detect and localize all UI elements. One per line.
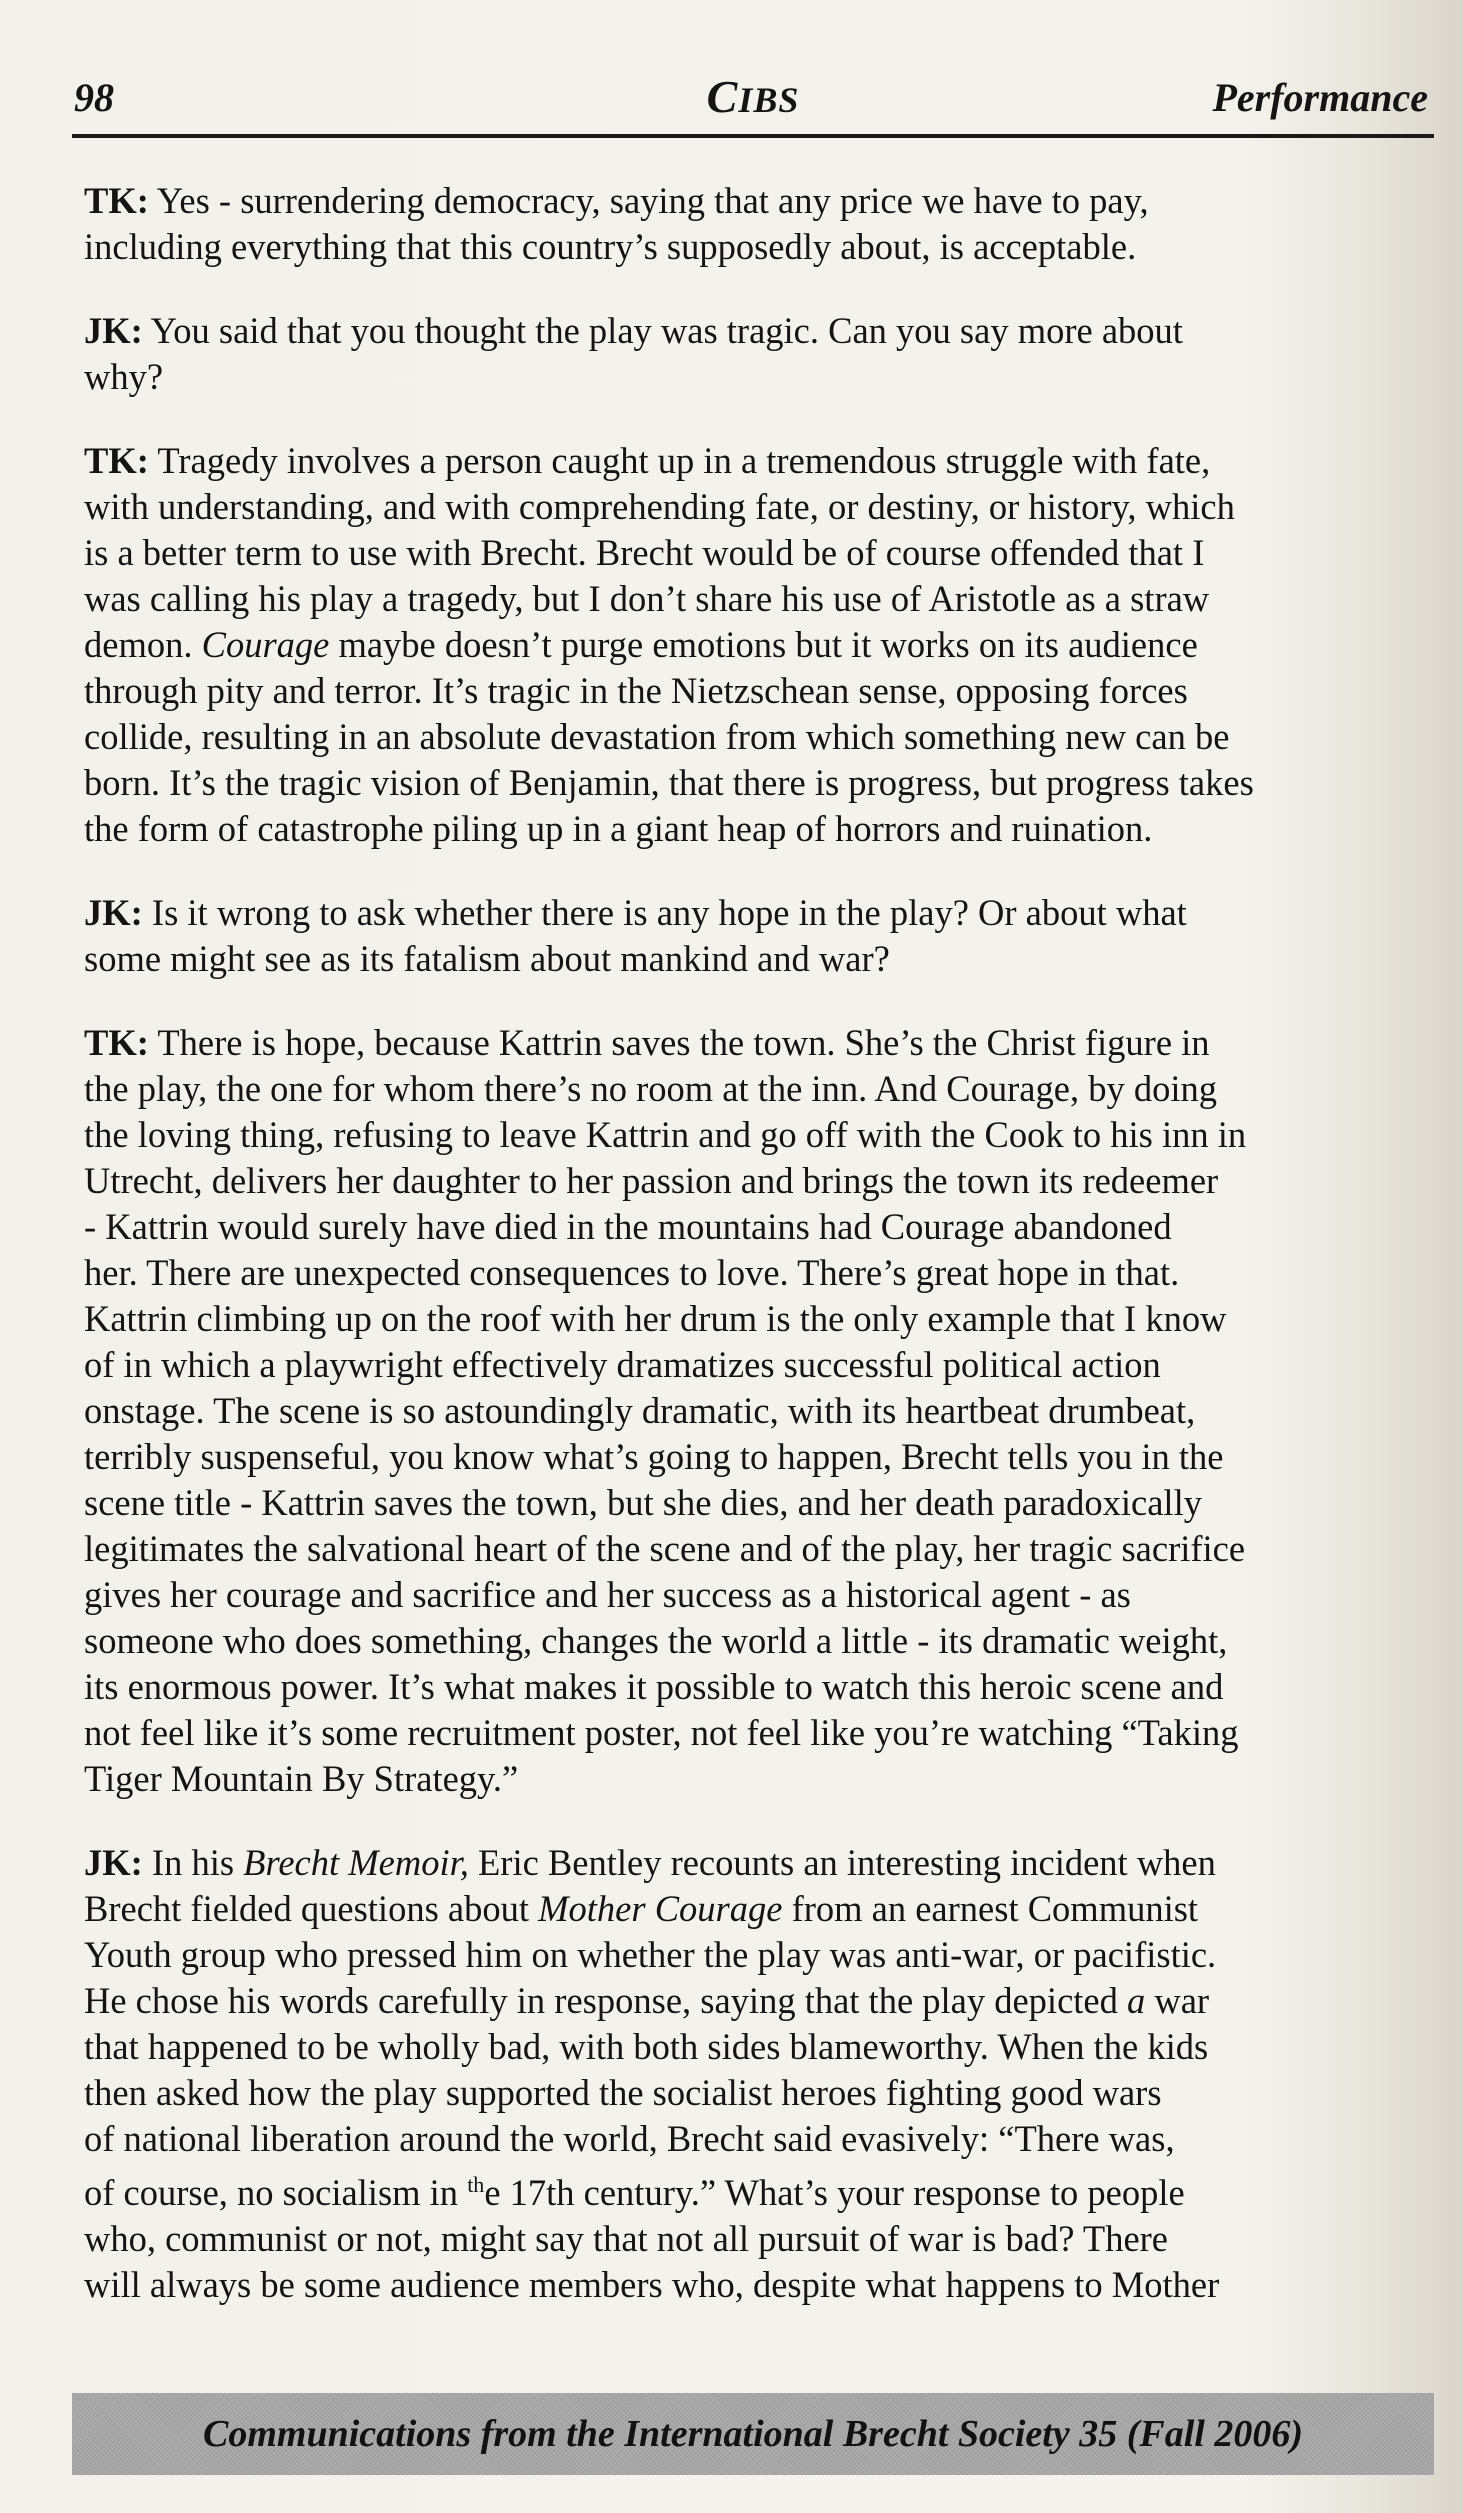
text-line: then asked how the play supported the socialist heroes fighting good wars <box>84 2072 1162 2113</box>
text-line: collide, resulting in an absolute devastation from which something new can be <box>84 716 1230 757</box>
text-line: her. There are unexpected consequences to love. There’s great hope in that. <box>84 1252 1180 1293</box>
text-line: Utrecht, delivers her daughter to her passion and brings the town its redeemer <box>84 1160 1219 1201</box>
journal-abbreviation: CIBS <box>706 71 800 122</box>
speaker-label: JK: <box>84 310 143 351</box>
interview-paragraph <box>84 438 1424 852</box>
section-name: Performance <box>1212 75 1428 120</box>
text-line: demon. Courage maybe doesn’t purge emotions but it works on its audience <box>84 624 1198 665</box>
speaker-label: TK: <box>84 440 149 481</box>
text-line: terribly suspenseful, you know what’s going to happen, Brecht tells you in the <box>84 1436 1224 1477</box>
text-line: He chose his words carefully in response, saying that the play depicted a war <box>84 1980 1210 2021</box>
text-line: born. It’s the tragic vision of Benjamin, that there is progress, but progress takes <box>84 762 1254 803</box>
text-line: with understanding, and with comprehending fate, or destiny, or history, which <box>84 486 1235 527</box>
text-line: through pity and terror. It’s tragic in the Nietzschean sense, opposing forces <box>84 670 1188 711</box>
text-line: Brecht fielded questions about Mother Courage from an earnest Communist <box>84 1888 1199 1929</box>
text-line: why? <box>84 356 164 397</box>
text-line: the form of catastrophe piling up in a giant heap of horrors and ruination. <box>84 808 1153 849</box>
interview-body <box>84 178 1424 2308</box>
text-line: who, communist or not, might say that not all pursuit of war is bad? There <box>84 2218 1169 2260</box>
text-line: the play, the one for whom there’s no room at the inn. And Courage, by doing <box>84 1068 1217 1109</box>
text-line: of in which a playwright effectively dramatizes successful political action <box>84 1344 1161 1385</box>
text-line: that happened to be wholly bad, with both sides blameworthy. When the kids <box>84 2026 1209 2067</box>
text-line: not feel like it’s some recruitment poster, not feel like you’re watching “Taking <box>84 1712 1239 1753</box>
page-number: 98 <box>74 75 114 120</box>
interview-paragraph <box>84 890 1424 982</box>
text-line: its enormous power. It’s what makes it possible to watch this heroic scene and <box>84 1666 1224 1707</box>
text-line: including everything that this country’s supposedly about, is acceptable. <box>84 226 1137 267</box>
text-line: of course, no socialism in $^{th}$e 17th century.” What’s your response to people <box>84 2172 1185 2214</box>
text-line: Youth group who pressed him on whether the play was anti-war, or pacifistic. <box>84 1934 1217 1975</box>
running-header <box>72 71 1434 138</box>
footer-band <box>72 2393 1434 2475</box>
speaker-label: TK: <box>84 180 149 221</box>
text-line: was calling his play a tragedy, but I don’t share his use of Aristotle as a straw <box>84 578 1210 619</box>
text-line: gives her courage and sacrifice and her success as a historical agent - as <box>84 1574 1131 1615</box>
interview-paragraph <box>84 1020 1424 1802</box>
text-line: legitimates the salvational heart of the scene and of the play, her tragic sacrifice <box>84 1528 1246 1569</box>
text-line: some might see as its fatalism about mankind and war? <box>84 938 890 979</box>
text-line: Tiger Mountain By Strategy.” <box>84 1758 519 1799</box>
text-line: Tragedy involves a person caught up in a tremendous struggle with fate, <box>157 440 1211 481</box>
text-line: the loving thing, refusing to leave Kattrin and go off with the Cook to his inn in <box>84 1114 1247 1155</box>
speaker-label: JK: <box>84 1842 143 1883</box>
text-line: Yes - surrendering democracy, saying that any price we have to pay, <box>156 180 1149 221</box>
text-line: Kattrin climbing up on the roof with her drum is the only example that I know <box>84 1298 1227 1339</box>
header-rule <box>72 134 1434 138</box>
text-line: someone who does something, changes the world a little - its dramatic weight, <box>84 1620 1228 1661</box>
interview-paragraph <box>84 1840 1424 2308</box>
interview-paragraph <box>84 308 1424 400</box>
text-line: is a better term to use with Brecht. Brecht would be of course offended that I <box>84 532 1205 573</box>
text-line: There is hope, because Kattrin saves the town. She’s the Christ figure in <box>157 1022 1210 1063</box>
footer-citation: Communications from the International Brecht Society 35 (Fall 2006) <box>203 2413 1303 2455</box>
interview-paragraph <box>84 178 1424 270</box>
text-line: will always be some audience members who, despite what happens to Mother <box>84 2264 1220 2306</box>
text-line: In his Brecht Memoir, Eric Bentley recounts an interesting incident when <box>151 1842 1216 1883</box>
text-line: of national liberation around the world, Brecht said evasively: “There was, <box>84 2118 1175 2159</box>
speaker-label: TK: <box>84 1022 149 1063</box>
speaker-label: JK: <box>84 892 143 933</box>
text-line: Is it wrong to ask whether there is any hope in the play? Or about what <box>151 892 1187 933</box>
text-line: scene title - Kattrin saves the town, but she dies, and her death paradoxically <box>84 1482 1202 1523</box>
text-line: You said that you thought the play was tragic. Can you say more about <box>150 310 1183 351</box>
text-line: onstage. The scene is so astoundingly dramatic, with its heartbeat drumbeat, <box>84 1390 1196 1431</box>
text-line: - Kattrin would surely have died in the mountains had Courage abandoned <box>84 1206 1172 1247</box>
